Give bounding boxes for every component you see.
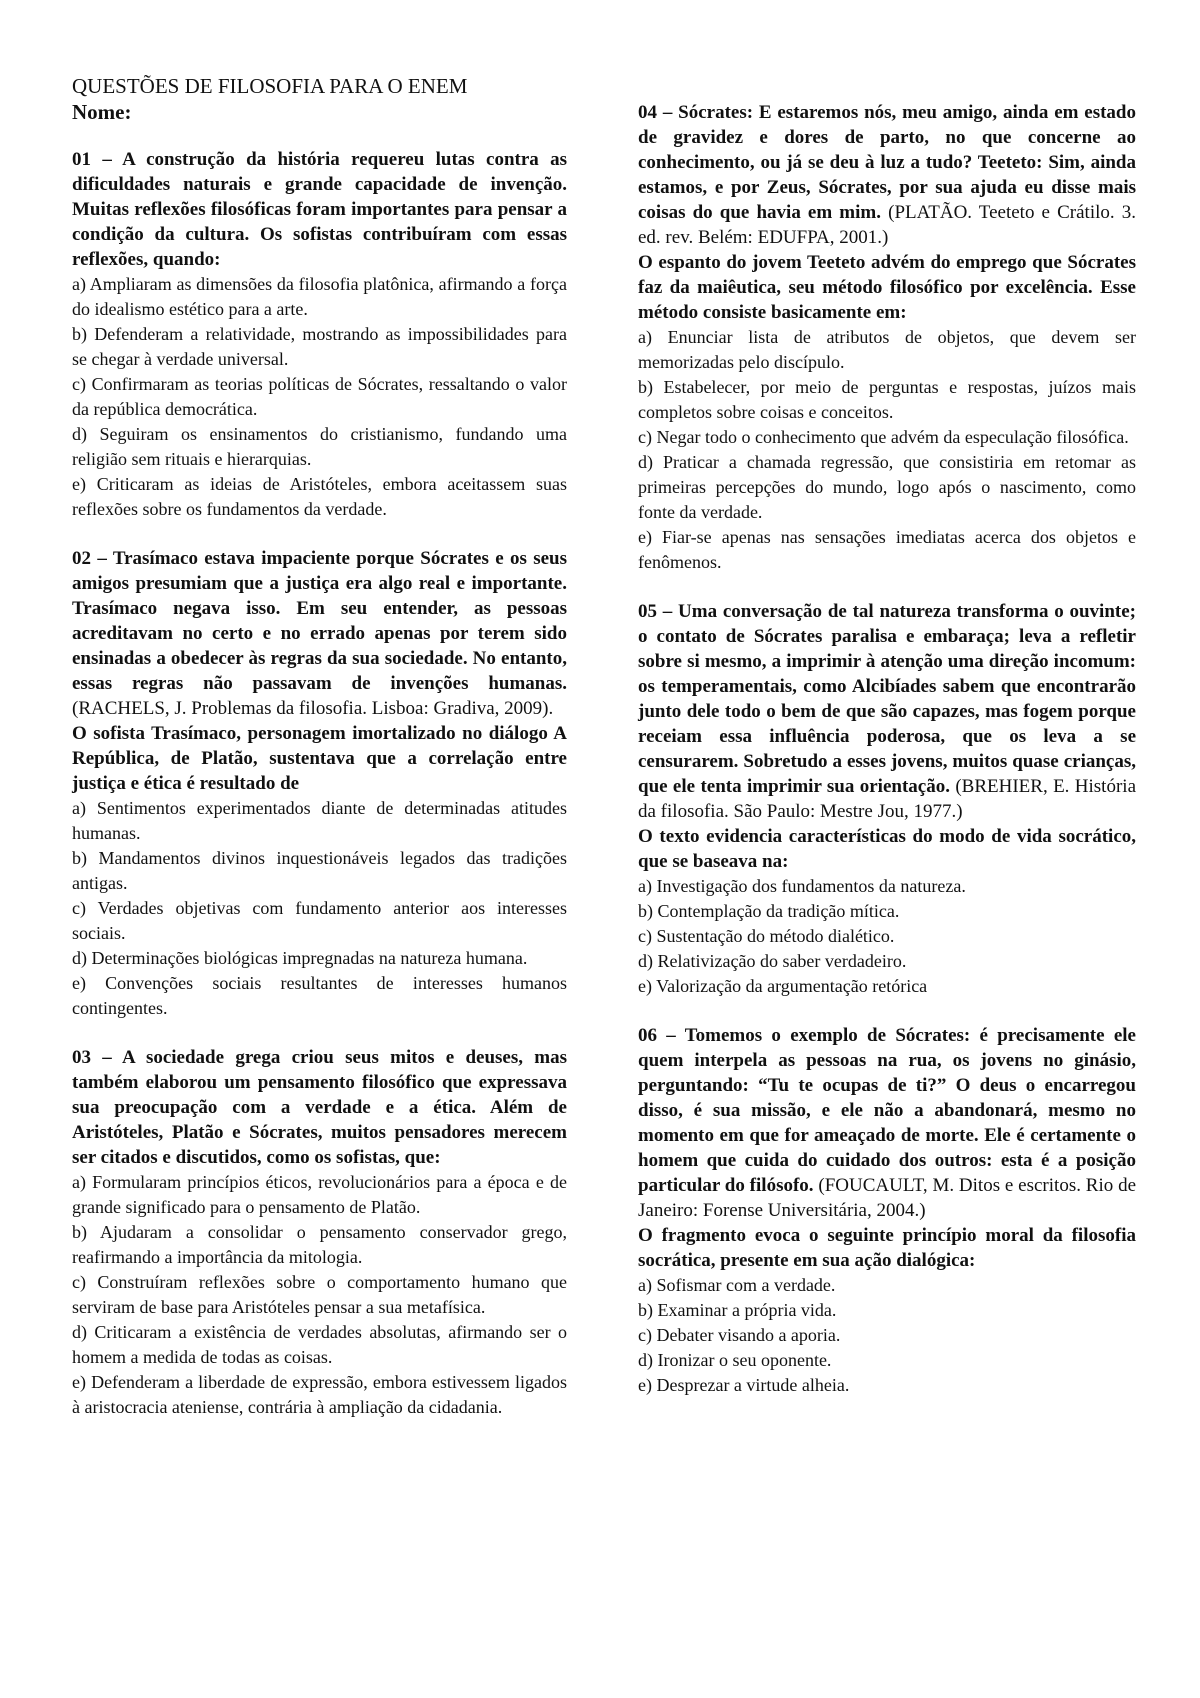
option-c: c) Verdades objetivas com fundamento anterior aos interesses sociais. (72, 898, 567, 943)
citation: (RACHELS, J. Problemas da filosofia. Lisboa: Gradiva, 2009). (72, 698, 554, 719)
option-a: a) Ampliaram as dimensões da filosofia platônica, afirmando a força do idealismo estético para a arte. (72, 274, 567, 319)
question-prompt: O espanto do jovem Teeteto advém do emprego que Sócrates faz da maiêutica, seu método filosófico por excelência. Esse método consiste basicamente em: (638, 252, 1136, 323)
option-e: e) Valorização da argumentação retórica (638, 976, 928, 996)
question-stem: 03 – A sociedade grega criou seus mitos e deuses, mas também elaborou um pensamento filosófico que expressava sua preocupação com a verdade e a ética. Além de Aristóteles, Platão e Sócrates, muitos pensadores merecem ser citados e discutidos, como os sofistas, que: (72, 1047, 567, 1168)
question-prompt: O texto evidencia características do modo de vida socrático, que se baseava na: (638, 826, 1136, 872)
option-a: a) Investigação dos fundamentos da natureza. (638, 876, 966, 896)
question-stem: 05 – Uma conversação de tal natureza transforma o ouvinte; o contato de Sócrates paralisa e embaraça; leva a refletir sobre si mesmo, a imprimir à atenção uma direção incomum: os temperamentais, como Alcibíades sabem que encontrarão junto dele todo o bem de que são capazes, mas fogem porque receiam essa influência poderosa, que os leva a se censurarem. Sobretudo a esses jovens, muitos quase crianças, que ele tenta imprimir sua orientação. (BREHIER, E. História da filosofia. São Paulo: Mestre Jou, 1977.) (638, 601, 1136, 822)
option-b: b) Mandamentos divinos inquestionáveis legados das tradições antigas. (72, 848, 567, 893)
option-e: e) Convenções sociais resultantes de interesses humanos contingentes. (72, 973, 567, 1018)
option-d: d) Praticar a chamada regressão, que consistiria em retomar as primeiras percepções do mundo, logo após o nascimento, como fonte da verdade. (638, 452, 1136, 522)
option-d: d) Relativização do saber verdadeiro. (638, 951, 907, 971)
option-e: e) Defenderam a liberdade de expressão, embora estivessem ligados à aristocracia ateniense, contrária à ampliação da cidadania. (72, 1372, 567, 1417)
option-b: b) Ajudaram a consolidar o pensamento conservador grego, reafirmando a importância da mitologia. (72, 1222, 567, 1267)
option-d: d) Seguiram os ensinamentos do cristianismo, fundando uma religião sem rituais e hierarquias. (72, 424, 567, 469)
option-b: b) Contemplação da tradição mítica. (638, 901, 900, 921)
option-e: e) Criticaram as ideias de Aristóteles, embora aceitassem suas reflexões sobre os fundamentos da verdade. (72, 474, 567, 519)
option-c: c) Debater visando a aporia. (638, 1325, 841, 1345)
question-stem: 01 – A construção da história requereu lutas contra as dificuldades naturais e grande capacidade de invenção. Muitas reflexões filosóficas foram importantes para pensar a condição da cultura. Os sofistas contribuíram com essas reflexões, quando: (72, 149, 567, 270)
question-prompt: O sofista Trasímaco, personagem imortalizado no diálogo A República, de Platão, sustentava que a correlação entre justiça e ética é resultado de (72, 723, 567, 794)
option-a: a) Sentimentos experimentados diante de determinadas atitudes humanas. (72, 798, 567, 843)
option-d: d) Determinações biológicas impregnadas na natureza humana. (72, 948, 528, 968)
option-c: c) Construíram reflexões sobre o comportamento humano que serviram de base para Aristóteles pensar a sua metafísica. (72, 1272, 567, 1317)
option-d: d) Ironizar o seu oponente. (638, 1350, 832, 1370)
right-column (638, 100, 1136, 1422)
option-e: e) Fiar-se apenas nas sensações imediatas acerca dos objetos e fenômenos. (638, 527, 1136, 572)
question-03 (72, 1045, 567, 1420)
citation: (FOUCAULT, M. Ditos e escritos. Rio de Janeiro: Forense Universitária, 2004.) (638, 1175, 1136, 1221)
option-e: e) Desprezar a virtude alheia. (638, 1375, 850, 1395)
citation: (BREHIER, E. História da filosofia. São Paulo: Mestre Jou, 1977.) (638, 776, 1136, 822)
question-02 (72, 546, 567, 1021)
document-title: QUESTÕES DE FILOSOFIA PARA O ENEM (72, 74, 468, 98)
option-c: c) Sustentação do método dialético. (638, 926, 895, 946)
option-c: c) Negar todo o conhecimento que advém da especulação filosófica. (638, 427, 1129, 447)
question-01 (72, 147, 567, 522)
option-a: a) Sofismar com a verdade. (638, 1275, 836, 1295)
option-d: d) Criticaram a existência de verdades absolutas, afirmando ser o homem a medida de todas as coisas. (72, 1322, 567, 1367)
question-stem: 02 – Trasímaco estava impaciente porque Sócrates e os seus amigos presumiam que a justiça era algo real e importante. Trasímaco negava isso. Em seu entender, as pessoas acreditavam no certo e no errado apenas por terem sido ensinadas a obedecer às regras da sua sociedade. No entanto, essas regras não passavam de invenções humanas. (RACHELS, J. Problemas da filosofia. Lisboa: Gradiva, 2009). (72, 548, 567, 719)
option-a: a) Enunciar lista de atributos de objetos, que devem ser memorizadas pelo discípulo. (638, 327, 1136, 372)
left-column (72, 73, 567, 1430)
option-b: b) Examinar a própria vida. (638, 1300, 837, 1320)
question-05 (638, 599, 1136, 999)
citation: (PLATÃO. Teeteto e Crátilo. 3. ed. rev. Belém: EDUFPA, 2001.) (638, 202, 1136, 248)
question-stem: 06 – Tomemos o exemplo de Sócrates: é precisamente ele quem interpela as pessoas na rua, os jovens no ginásio, perguntando: “Tu te ocupas de ti?” O deus o encarregou disso, é sua missão, e ele não a abandonará, mesmo no momento em que for ameaçado de morte. Ele é certamente o homem que cuida do cuidado dos outros: esta é a posição particular do filósofo. (FOUCAULT, M. Ditos e escritos. Rio de Janeiro: Forense Universitária, 2004.) (638, 1025, 1136, 1221)
name-label: Nome: (72, 100, 132, 124)
option-b: b) Estabelecer, por meio de perguntas e respostas, juízos mais completos sobre coisas e conceitos. (638, 377, 1136, 422)
option-b: b) Defenderam a relatividade, mostrando as impossibilidades para se chegar à verdade universal. (72, 324, 567, 369)
question-stem: 04 – Sócrates: E estaremos nós, meu amigo, ainda em estado de gravidez e dores de parto, no que concerne ao conhecimento, ou já se deu à luz a tudo? Teeteto: Sim, ainda estamos, e por Zeus, Sócrates, por sua ajuda eu disse mais coisas do que havia em mim. (PLATÃO. Teeteto e Crátilo. 3. ed. rev. Belém: EDUFPA, 2001.) (638, 102, 1136, 248)
question-04 (638, 100, 1136, 575)
option-c: c) Confirmaram as teorias políticas de Sócrates, ressaltando o valor da república democrática. (72, 374, 567, 419)
option-a: a) Formularam princípios éticos, revolucionários para a época e de grande significado para o pensamento de Platão. (72, 1172, 567, 1217)
question-prompt: O fragmento evoca o seguinte princípio moral da filosofia socrática, presente em sua ação dialógica: (638, 1225, 1136, 1271)
question-06 (638, 1023, 1136, 1398)
